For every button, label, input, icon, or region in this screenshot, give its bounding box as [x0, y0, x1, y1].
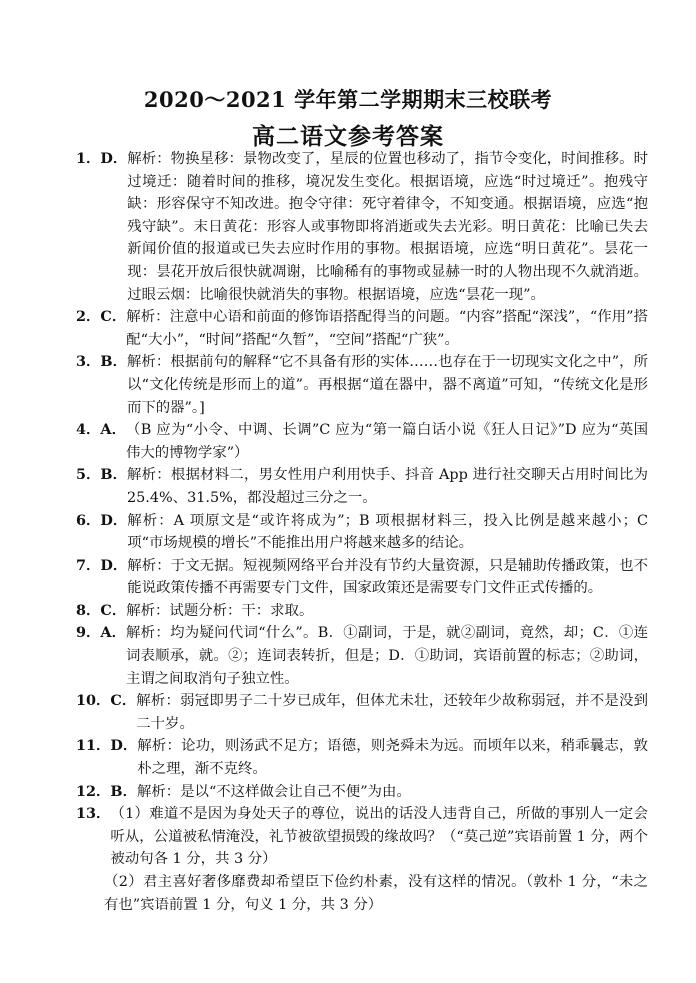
answer-text: 解析：注意中心语和前面的修饰语搭配得当的问题。“内容”搭配“深浅”，“作用”搭配“大小”，“时间”搭配“久暂”，“空间”搭配“广狭”。 — [126, 309, 648, 348]
answer-number: 13． — [76, 805, 111, 823]
answer-text: 解析：于文无据。短视频网络平台并没有节约大量资源，只是辅助传播政策，也不能说政策传播不再需要专门文件，国家政策还是需要专门文件正式传播的。 — [127, 557, 648, 597]
answer-number: 12．B． — [76, 782, 137, 800]
answer-text: 解析：弱冠即男子二十岁已成年，但体尤未壮，还较年少故称弱冠，并不是没到二十岁。 — [136, 693, 648, 732]
answer-number: 2．C． — [76, 308, 127, 326]
answer-text: 解析：均为疑问代词“什么”。B．①副词，于是，就②副词，竟然，却；C．①连词表顺承，就。②；连词表转折，但是；D．①助词，宾语前置的标志；②助词，主谓之间取消句子独立性。 — [125, 625, 648, 687]
answer-number: 3．B． — [76, 353, 127, 371]
answer-number: 4．A． — [76, 421, 126, 439]
answer-item-6 — [76, 510, 648, 555]
answer-item-7 — [76, 555, 648, 600]
answer-text: （B 应为“小令、中调、长调”C 应为“第一篇白话小说《狂人日记》”D 应为“英国伟大的博物学家”） — [125, 422, 648, 461]
answer-number: 1．D． — [76, 150, 128, 167]
answer-text: 解析：根据前句的解释“它不具备有形的实体……也存在于一切现实文化之中”，所以“文化传统是形而上的道”。再根据“道在器中，器不离道”可知，“传统文化是形而下的器”。] — [126, 354, 648, 416]
answer-item-5 — [76, 464, 648, 509]
answer-number: 5．B． — [76, 466, 127, 484]
answer-item-10 — [76, 690, 648, 735]
answer-text: （1）难道不是因为身处天子的尊位，说出的话没人违背自己，所做的事别人一定会听从，公道被私情淹没，礼节被欲望损毁的缘故吗？（“莫己逆”宾语前置 1 分，两个被动句各 1 分，共 3 分） — [110, 806, 648, 868]
answer-item-8 — [76, 600, 648, 623]
answer-number: 7．D． — [76, 556, 128, 574]
answer-item-9 — [76, 622, 648, 690]
document-title: 2020～2021 学年第二学期期末三校联考 — [143, 87, 553, 112]
answer-item-3 — [76, 351, 648, 419]
answer-number: 10．C． — [76, 692, 137, 710]
answer-item-11 — [76, 735, 648, 780]
answer-text: 解析：根据材料二，男女性用户利用快手、抖音 App 进行社交聊天占用时间比为 25.4%、31.5%，都没超过三分之一。 — [126, 467, 648, 506]
answer-text: 解析：A 项原文是“或许将成为”；B 项根据材料三，投入比例是越来越小；C 项“市场规模的增长”不能推出用户将越来越多的结论。 — [127, 512, 648, 552]
answer-number: 8．C． — [76, 601, 127, 619]
answer-number: 6．D． — [76, 511, 128, 529]
answer-text: 解析：论功，则汤武不足方；语德，则尧舜未为远。而顷年以来，稍乖曩志，敦朴之理，渐不克终。 — [137, 738, 648, 778]
answer-item-2 — [76, 306, 648, 351]
answer-text: 解析：是以“不这样做会让自己不便”为由。 — [136, 783, 411, 800]
answer-text: 解析：物换星移：景物改变了，星辰的位置也移动了，指节令变化，时间推移。时过境迁：随着时间的推移，境况发生变化。根据语境，应选“时过境迁”。抱残守缺：形容保守不知改进。抱令守律：死守着律令，不知变通。根据语境，应选“抱残守缺”。末日黄花：形容人或事物即将消逝或失去光彩。明日黄花：比喻已失去新闻价值的报道或已失去应时作用的事物。根据语境，应选“明日黄花”。昙花一现：昙花开放后很快就凋谢，比喻稀有的事物或显赫一时的人物出现不久就消逝。过眼云烟：比喻很快就消失的事物。根据语境，应选“昙花一现”。 — [127, 151, 648, 303]
answer-item-12 — [76, 781, 648, 804]
answer-item-1 — [76, 148, 648, 306]
answer-text: （2）君主喜好奢侈靡费却希望臣下俭约朴素，没有这样的情况。（敦朴 1 分，“未之有也”宾语前置 1 分，句义 1 分，共 3 分） — [104, 874, 648, 913]
answer-item-4 — [76, 419, 648, 464]
answer-number: 9．A． — [76, 624, 126, 642]
document-subtitle: 高二语文参考答案 — [252, 123, 444, 150]
answer-text: 解析：试题分析：干：求取。 — [126, 602, 314, 619]
answer-item-13 — [76, 803, 648, 871]
answer-item-13-part-2 — [104, 871, 648, 916]
answer-number: 11．D． — [76, 737, 138, 755]
answer-list — [76, 148, 648, 916]
